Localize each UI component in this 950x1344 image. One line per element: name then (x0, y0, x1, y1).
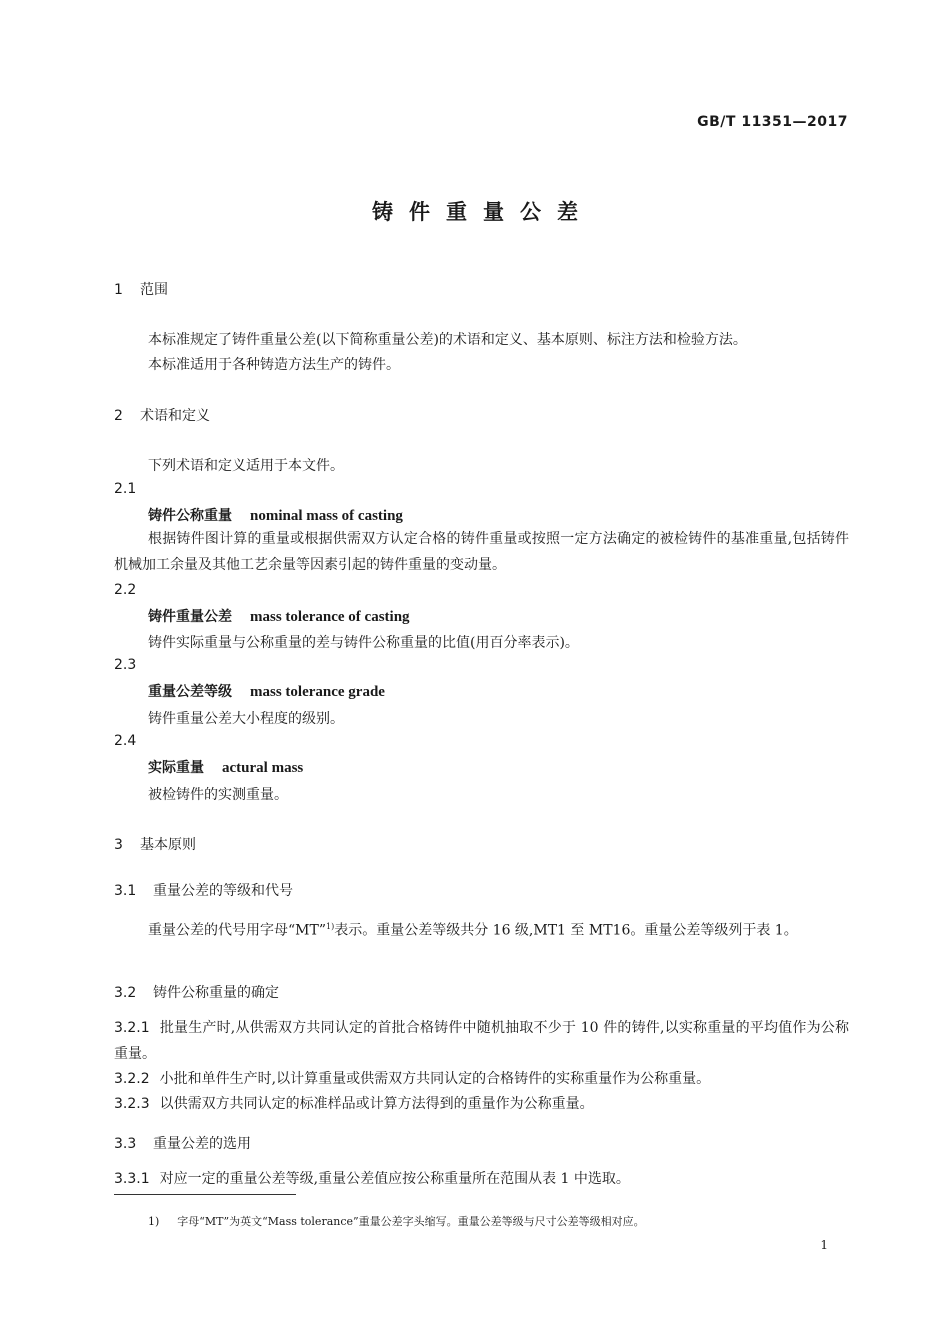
footnote-number: 1) (148, 1215, 160, 1228)
page-number: 1 (820, 1238, 828, 1252)
term-zh: 实际重量 (148, 760, 204, 776)
term-en: nominal mass of casting (250, 508, 403, 524)
term-definition: 铸件实际重量与公称重量的差与铸件公称重量的比值(用百分率表示)。 (148, 635, 579, 651)
term-number: 2.3 (114, 657, 137, 673)
paragraph-text: 重量公差的代号用字母“MT” (148, 922, 326, 939)
subsection-title: 铸件公称重量的确定 (153, 985, 279, 1001)
paragraph-text: 表示。重量公差等级共分 16 级,MT1 至 MT16。重量公差等级列于表 1。 (334, 922, 798, 939)
clause-text: 对应一定的重量公差等级,重量公差值应按公称重量所在范围从表 1 中选取。 (159, 1171, 630, 1187)
subsection-number: 3.3 (114, 1136, 137, 1152)
term-en: mass tolerance grade (250, 684, 385, 700)
footnote-divider (114, 1194, 296, 1195)
clause-number: 3.2.3 (114, 1096, 150, 1112)
footnote (148, 1213, 645, 1229)
term-en: mass tolerance of casting (250, 609, 410, 625)
clause (114, 1091, 849, 1117)
paragraph: 本标准规定了铸件重量公差(以下简称重量公差)的术语和定义、基本原则、标注方法和检验方法。 (148, 332, 747, 348)
subsection-title: 重量公差的选用 (153, 1136, 251, 1152)
paragraph: 本标准适用于各种铸造方法生产的铸件。 (148, 357, 400, 373)
clause (114, 1066, 849, 1092)
term-zh: 重量公差等级 (148, 684, 232, 700)
clause-text: 小批和单件生产时,以计算重量或供需双方共同认定的合格铸件的实称重量作为公称重量。 (159, 1071, 711, 1087)
subsection-3-3-heading (114, 1133, 251, 1153)
footnote-text: 字母“MT”为英文“Mass tolerance”重量公差字头缩写。重量公差等级与尺寸公差等级相对应。 (177, 1215, 645, 1228)
term-number: 2.4 (114, 733, 137, 749)
term-zh: 铸件公称重量 (148, 508, 232, 524)
clause-number: 3.2.2 (114, 1071, 150, 1087)
subsection-title: 重量公差的等级和代号 (153, 883, 293, 899)
clause-text: 以供需双方共同认定的标准样品或计算方法得到的重量作为公称重量。 (159, 1096, 594, 1112)
term-title (148, 606, 410, 626)
term-number: 2.1 (114, 481, 137, 497)
section-number: 3 (114, 837, 123, 853)
term-definition: 根据铸件图计算的重量或根据供需双方认定合格的铸件重量或按照一定方法确定的被检铸件的基准重量,包括铸件机械加工余量及其他工艺余量等因素引起的铸件重量的变动量。 (114, 531, 849, 573)
subsection-number: 3.1 (114, 883, 137, 899)
footnote-ref: 1) (326, 922, 335, 931)
term-zh: 铸件重量公差 (148, 609, 232, 625)
clause (114, 1166, 849, 1192)
clause-text: 批量生产时,从供需双方共同认定的首批合格铸件中随机抽取不少于 10 件的铸件,以实称重量的平均值作为公称重量。 (114, 1020, 849, 1062)
standard-number: GB/T 11351—2017 (697, 114, 848, 130)
section-1-heading (114, 279, 168, 299)
section-3-heading (114, 834, 196, 854)
subsection-3-2-heading (114, 982, 279, 1002)
term-number: 2.2 (114, 582, 137, 598)
term-definition: 被检铸件的实测重量。 (148, 787, 288, 803)
clause-number: 3.2.1 (114, 1020, 150, 1036)
document-title: 铸件重量公差 (372, 200, 594, 224)
term-definition: 铸件重量公差大小程度的级别。 (148, 711, 344, 727)
term-title (148, 681, 385, 701)
section-2-heading (114, 405, 210, 425)
clause-number: 3.3.1 (114, 1171, 150, 1187)
section-title: 基本原则 (140, 837, 196, 853)
term-title (148, 505, 403, 525)
term-en: actural mass (222, 760, 304, 776)
section-number: 2 (114, 408, 123, 424)
section-title: 术语和定义 (140, 408, 210, 424)
clause (114, 1015, 849, 1067)
subsection-3-1-heading (114, 880, 293, 900)
section-title: 范围 (140, 282, 168, 298)
subsection-number: 3.2 (114, 985, 137, 1001)
term-title (148, 757, 303, 777)
paragraph (114, 914, 849, 944)
section-number: 1 (114, 282, 123, 298)
paragraph: 下列术语和定义适用于本文件。 (148, 458, 344, 474)
